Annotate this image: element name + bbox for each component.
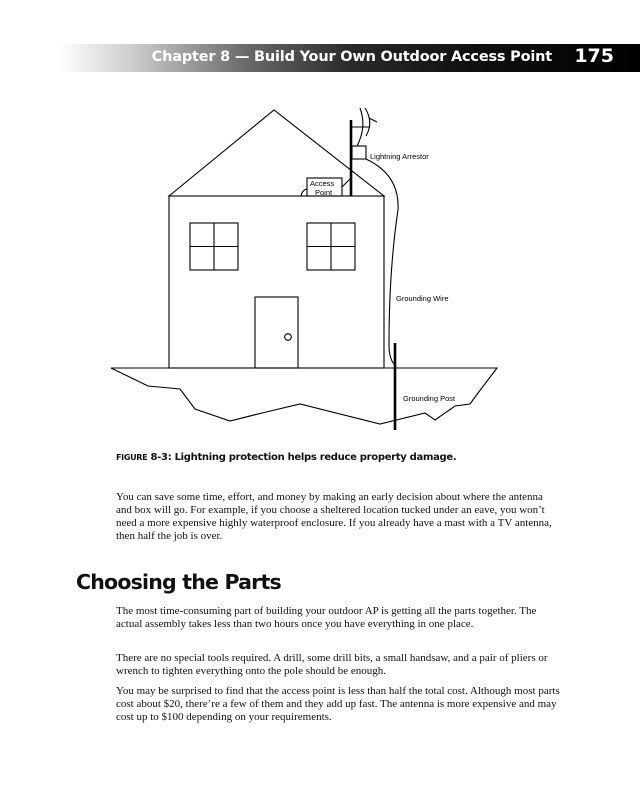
lightning-arrestor-box: [352, 146, 366, 159]
caption-text: Lightning protection helps reduce property damage.: [174, 452, 457, 463]
figure-caption: [116, 452, 456, 463]
house-wall: [169, 196, 384, 368]
lightning-protection-figure: [0, 95, 640, 435]
door-knob: [285, 334, 292, 341]
chapter-title: Chapter 8 — Build Your Own Outdoor Access Point: [151, 49, 552, 65]
label-grounding-wire: Grounding Wire: [396, 294, 449, 303]
left-window: [190, 223, 238, 270]
label-access-point-line1: Access: [310, 179, 335, 188]
paragraph-2: There are no special tools required. A drill, some drill bits, a small handsaw, and a pair of pliers or wrench to tighten everything onto the pole should be enough.: [116, 652, 548, 677]
paragraph-1: The most time-consuming part of building your outdoor AP is getting all the parts together. The actual assembly takes less than two hours once you have everything in one place.: [116, 605, 537, 630]
house-door: [255, 297, 298, 368]
caption-prefix: FIGURE: [116, 453, 148, 462]
caption-number: 8-3:: [147, 452, 175, 463]
label-grounding-post: Grounding Post: [403, 394, 456, 403]
grounding-wire: [366, 159, 398, 364]
section-heading: Choosing the Parts: [76, 570, 281, 594]
label-lightning-arrestor: Lightning Arrestor: [370, 152, 429, 161]
right-window: [307, 223, 355, 270]
paragraph-3: You may be surprised to find that the access point is less than half the total cost. Although most parts cost about $20, there’re a few of them and they add up fast. The antenna is more expensive and may cost up to $100 depending on your requirements.: [116, 685, 560, 723]
intro-paragraph: You can save some time, effort, and money by making an early decision about where the antenna and box will go. For example, if you choose a sheltered location tucked under an eave, you won’t need a more expensive highly waterproof enclosure. If you already have a mast with a TV antenna, then half the job is over.: [116, 491, 552, 542]
page-number: 175: [574, 45, 614, 67]
label-access-point-line2: Point: [315, 188, 333, 197]
